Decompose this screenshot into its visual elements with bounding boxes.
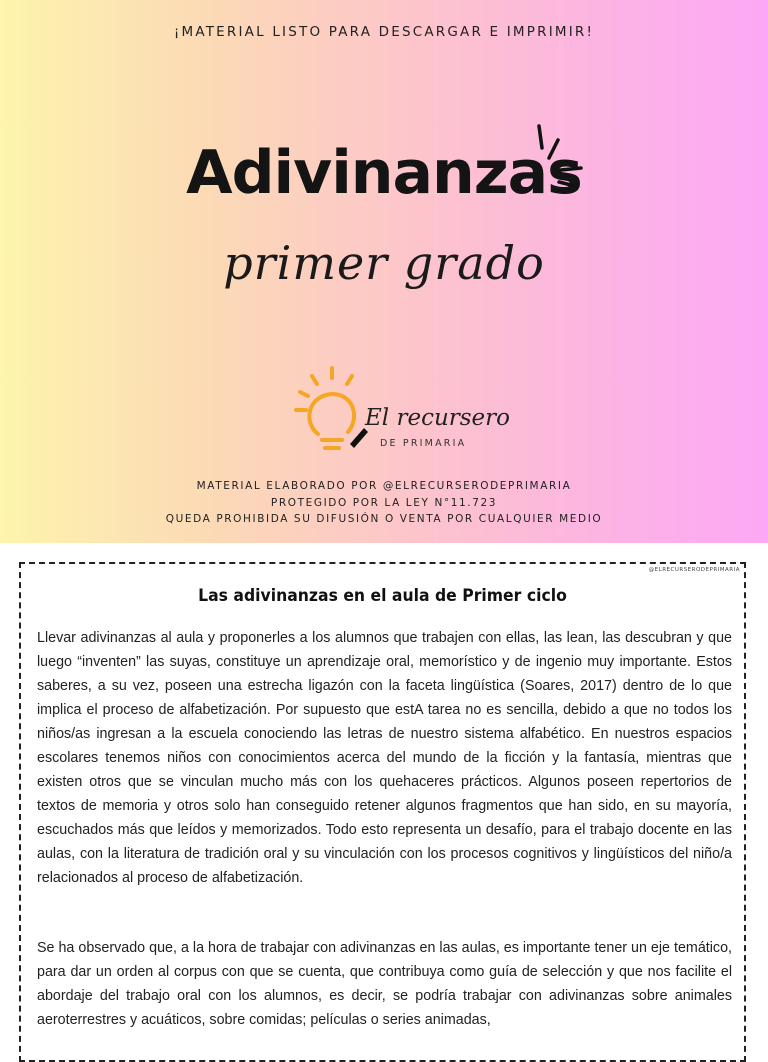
credit-line-author: MATERIAL ELABORADO POR @ELRECURSERODEPRIMARIA <box>196 480 572 492</box>
article-title: Las adivinanzas en el aula de Primer ciclo <box>198 586 567 606</box>
lightbulb-logo-icon <box>292 364 372 454</box>
author-handle: @ELRECURSERODEPRIMARIA <box>648 567 740 573</box>
credits <box>0 478 768 528</box>
tagline: ¡MATERIAL LISTO PARA DESCARGAR E IMPRIMIR! <box>173 24 595 40</box>
page-title: Adivinanzas <box>186 138 582 208</box>
logo-name: El recursero <box>365 405 511 431</box>
credit-line-prohibition: QUEDA PROHIBIDA SU DIFUSIÓN O VENTA POR CUALQUIER MEDIO <box>165 513 603 525</box>
subtitle: primer grado <box>223 236 545 290</box>
credit-line-law: PROTEGIDO POR LA LEY N°11.723 <box>270 496 498 509</box>
logo-subtitle: DE PRIMARIA <box>380 438 467 449</box>
paragraph: Se ha observado que, a la hora de trabajar con adivinanzas en las aulas, es importante tener un eje temático, para dar un orden al corpus con que se cuenta, que contribuya como guía de selección y que nos facilite el abordaje del trabajo oral con los alumnos, es decir, se podría trabajar con adivinanzas sobre animales aeroterrestres y acuáticos, sobre comidas; películas o series animadas, <box>37 940 732 1028</box>
paragraph: Llevar adivinanzas al aula y proponerles a los alumnos que trabajen con ellas, las lean, las descubran y que luego “inventen” las suyas, constituye un aprendizaje oral, memorístico y de ingenio muy importante. Estos saberes, a su vez, poseen una estrecha ligazón con la faceta lingüística (Soares, 2017) dentro de lo que implica el proceso de alfabetización. Por supuesto que estA tarea no es sencilla, debido a que no todos los niños/as ingresan a la escuela conociendo las letras de nuestro sistema alfabético. En nuestros espacios escolares tenemos niños con conocimientos acerca del mundo de la ficción y la fantasía, mientras que existen otros que se vinculan mucho más con los quehaceres prácticos. Algunos poseen repertorios de textos de memoria y otros solo han conseguido retener algunos fragmentos que han sido, en su mayoría, escuchados más que leídos y memorizados. Todo esto representa un desafío, para el trabajo docente en las aulas, con la literatura de tradición oral y su vinculación con los procesos cognitivos y lingüísticos del niño/a relacionados al proceso de alfabetización. <box>37 630 732 886</box>
sparkle-icon <box>525 118 585 198</box>
article-box <box>19 562 746 1062</box>
